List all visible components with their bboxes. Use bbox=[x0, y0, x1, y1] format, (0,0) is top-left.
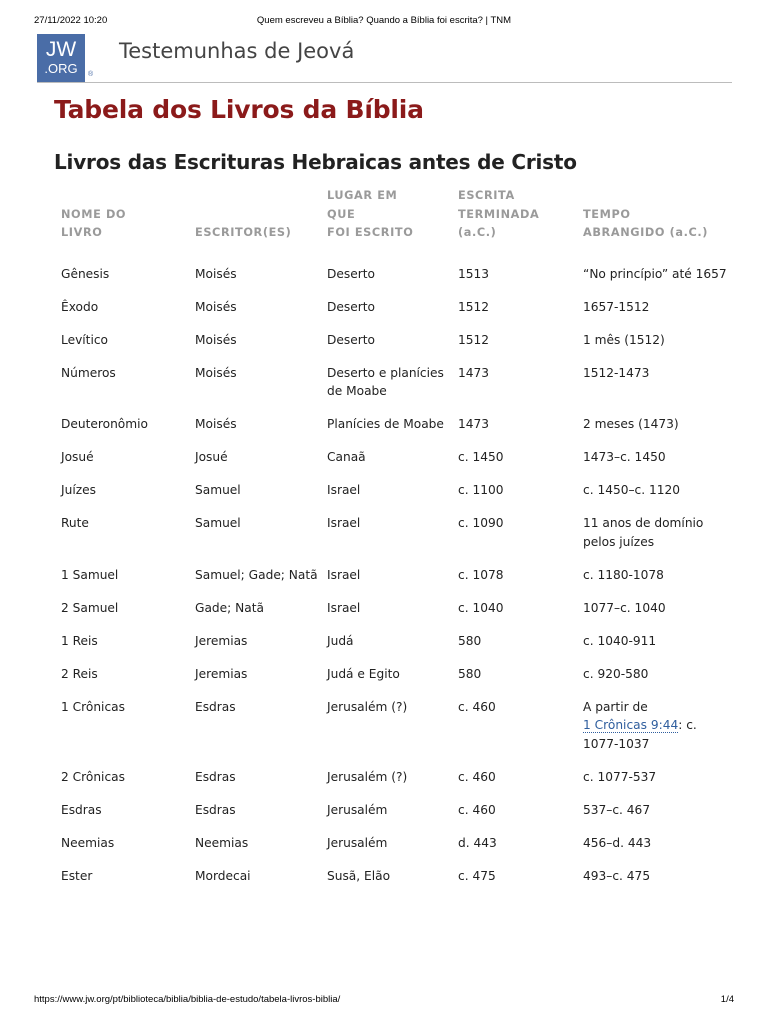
cell-writer: Samuel bbox=[195, 483, 241, 497]
cell-writer: Jeremias bbox=[195, 633, 248, 648]
cell-place: Israel bbox=[327, 600, 361, 615]
cell-book: 2 Reis bbox=[61, 666, 98, 681]
cell-writer: Neemias bbox=[195, 835, 249, 850]
span-prefix-text: A partir de bbox=[583, 699, 648, 714]
print-document-title: Quem escreveu a Bíblia? Quando a Bíblia foi escrita? | TNM bbox=[256, 15, 512, 26]
print-header bbox=[34, 15, 734, 29]
cell-writer: Moisés bbox=[195, 299, 237, 314]
logo-text-jw: JW bbox=[45, 38, 77, 61]
cell-writer: Esdras bbox=[195, 802, 236, 817]
cell-time-covered: 2 meses (1473) bbox=[583, 417, 679, 431]
table-row bbox=[61, 481, 731, 514]
cell-time-covered: 1077–c. 1040 bbox=[583, 600, 666, 615]
site-header bbox=[37, 34, 732, 83]
cell-writer: Gade; Natã bbox=[195, 600, 264, 615]
cell-completed: d. 443 bbox=[458, 835, 497, 850]
cell-place: Deserto e planícies de Moabe bbox=[327, 365, 444, 398]
cell-book: Juízes bbox=[61, 483, 96, 497]
header-book-name: NOME DO LIVRO bbox=[61, 207, 127, 239]
cell-place: Jerusalém bbox=[327, 802, 388, 817]
cell-completed: c. 1040 bbox=[458, 600, 504, 615]
table-row bbox=[61, 801, 731, 834]
cell-completed: c. 1078 bbox=[458, 567, 504, 582]
cell-time-covered: 493–c. 475 bbox=[583, 868, 651, 883]
cell-time-covered bbox=[583, 698, 731, 768]
cell-completed: c. 460 bbox=[458, 802, 496, 817]
cell-time-covered: c. 1450–c. 1120 bbox=[583, 483, 681, 497]
cell-writer: Esdras bbox=[195, 769, 236, 784]
cell-book: Êxodo bbox=[61, 299, 99, 314]
cell-time-covered: 456–d. 443 bbox=[583, 835, 652, 850]
cell-time-covered: “No princípio” até 1657 bbox=[583, 266, 727, 281]
cell-book: Neemias bbox=[61, 835, 115, 850]
cell-book: Josué bbox=[61, 450, 94, 464]
table-row bbox=[61, 834, 731, 867]
cell-book: Gênesis bbox=[61, 266, 110, 281]
table-row bbox=[61, 331, 731, 364]
cell-writer: Samuel bbox=[195, 516, 241, 530]
cell-place: Judá e Egito bbox=[327, 666, 400, 681]
cell-writer: Moisés bbox=[195, 332, 237, 347]
cell-place: Jerusalém (?) bbox=[327, 769, 408, 784]
scripture-reference-link[interactable]: 1 Crônicas 9:44 bbox=[583, 718, 679, 732]
cell-completed: c. 475 bbox=[458, 868, 496, 883]
cell-completed: c. 460 bbox=[458, 699, 496, 714]
cell-place: Jerusalém bbox=[327, 835, 388, 850]
table-row bbox=[61, 867, 731, 900]
cell-completed: c. 1090 bbox=[458, 516, 504, 530]
cell-completed: c. 1100 bbox=[458, 483, 504, 497]
cell-book: Rute bbox=[61, 516, 89, 530]
cell-time-covered: 1657-1512 bbox=[583, 299, 650, 314]
cell-place: Planícies de Moabe bbox=[327, 417, 444, 431]
table-header-row bbox=[61, 187, 731, 265]
cell-completed: 1473 bbox=[458, 365, 490, 380]
cell-writer: Moisés bbox=[195, 266, 237, 281]
cell-book: 2 Samuel bbox=[61, 600, 119, 615]
cell-time-covered: c. 920-580 bbox=[583, 666, 649, 681]
table-row bbox=[61, 265, 731, 298]
cell-book: 1 Reis bbox=[61, 633, 98, 648]
cell-completed: 1513 bbox=[458, 266, 490, 281]
cell-book: 1 Crônicas bbox=[61, 699, 125, 714]
cell-completed: 580 bbox=[458, 633, 482, 648]
table-row bbox=[61, 632, 731, 665]
cell-time-covered: 537–c. 467 bbox=[583, 802, 651, 817]
cell-time-covered: c. 1040-911 bbox=[583, 633, 657, 648]
cell-time-covered: c. 1180-1078 bbox=[583, 567, 664, 582]
cell-time-covered: 1512-1473 bbox=[583, 365, 650, 380]
cell-place: Jerusalém (?) bbox=[327, 699, 408, 714]
table-row bbox=[61, 514, 731, 566]
cell-book: Ester bbox=[61, 868, 93, 883]
cell-place: Israel bbox=[327, 483, 361, 497]
table-row bbox=[61, 298, 731, 331]
cell-book: Deuteronômio bbox=[61, 417, 148, 431]
cell-completed: 1473 bbox=[458, 417, 490, 431]
cell-writer: Josué bbox=[195, 450, 228, 464]
cell-completed: c. 1450 bbox=[458, 450, 504, 464]
cell-book: Levítico bbox=[61, 332, 108, 347]
span-suffix-text: : c. 1077-1037 bbox=[583, 718, 697, 751]
cell-writer: Samuel; Gade; Natã bbox=[195, 567, 318, 582]
cell-book: 2 Crônicas bbox=[61, 769, 125, 784]
cell-writer: Esdras bbox=[195, 699, 236, 714]
cell-time-covered: 1 mês (1512) bbox=[583, 332, 665, 347]
page-number: 1/4 bbox=[720, 994, 734, 1005]
cell-place: Israel bbox=[327, 567, 361, 582]
cell-writer: Jeremias bbox=[195, 666, 248, 681]
registered-mark-icon: ® bbox=[88, 71, 94, 78]
cell-time-covered: c. 1077-537 bbox=[583, 769, 657, 784]
section-title: Livros das Escrituras Hebraicas antes de Cristo bbox=[54, 150, 577, 174]
header-completed: ESCRITA TERMINADA (a.C.) bbox=[458, 189, 540, 239]
jw-org-logo[interactable] bbox=[37, 34, 85, 82]
books-table bbox=[61, 187, 731, 900]
table-row bbox=[61, 599, 731, 632]
table-row bbox=[61, 364, 731, 416]
cell-completed: c. 460 bbox=[458, 769, 496, 784]
table-row bbox=[61, 665, 731, 698]
table-row bbox=[61, 415, 731, 448]
table-row bbox=[61, 566, 731, 599]
print-datetime: 27/11/2022 10:20 bbox=[34, 15, 108, 26]
table-row bbox=[61, 448, 731, 481]
header-place: LUGAR EM QUE FOI ESCRITO bbox=[327, 189, 414, 239]
header-time-covered: TEMPO ABRANGIDO (a.C.) bbox=[583, 207, 709, 239]
cell-place: Judá bbox=[327, 633, 354, 648]
cell-time-covered: 11 anos de domínio pelos juízes bbox=[583, 516, 704, 549]
cell-book: 1 Samuel bbox=[61, 567, 119, 582]
page-title: Tabela dos Livros da Bíblia bbox=[54, 95, 424, 124]
cell-writer: Mordecai bbox=[195, 868, 251, 883]
logo-text-org: .ORG bbox=[44, 61, 78, 76]
table-row bbox=[61, 768, 731, 801]
cell-completed: 580 bbox=[458, 666, 482, 681]
cell-place: Susã, Elão bbox=[327, 868, 391, 883]
cell-completed: 1512 bbox=[458, 332, 490, 347]
print-url[interactable]: https://www.jw.org/pt/biblioteca/biblia/biblia-de-estudo/tabela-livros-biblia/ bbox=[34, 994, 341, 1005]
header-writer: ESCRITOR(ES) bbox=[195, 226, 292, 239]
cell-completed: 1512 bbox=[458, 299, 490, 314]
cell-place: Deserto bbox=[327, 266, 375, 281]
cell-book: Números bbox=[61, 365, 116, 380]
cell-place: Deserto bbox=[327, 299, 375, 314]
cell-book: Esdras bbox=[61, 802, 102, 817]
cell-writer: Moisés bbox=[195, 365, 237, 380]
cell-place: Canaã bbox=[327, 450, 366, 464]
cell-place: Israel bbox=[327, 516, 361, 530]
print-footer bbox=[34, 994, 734, 1006]
cell-place: Deserto bbox=[327, 332, 375, 347]
table-row bbox=[61, 698, 731, 768]
site-name[interactable]: Testemunhas de Jeová bbox=[119, 39, 355, 63]
cell-writer: Moisés bbox=[195, 417, 237, 431]
cell-time-covered: 1473–c. 1450 bbox=[583, 450, 666, 464]
